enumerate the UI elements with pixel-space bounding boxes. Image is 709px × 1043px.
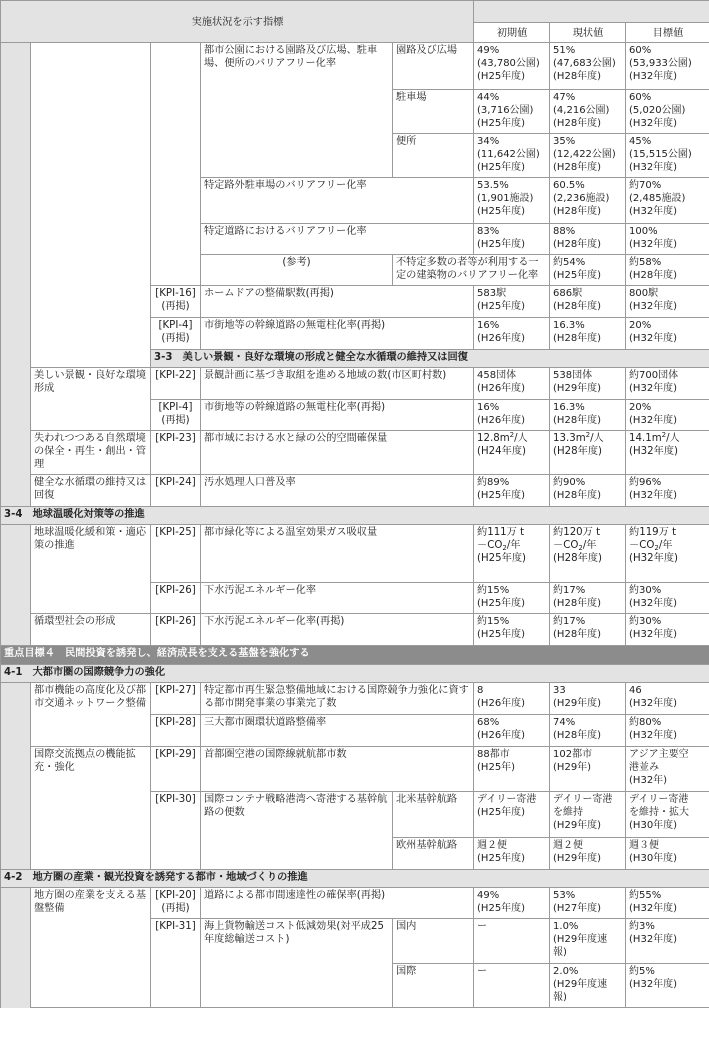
target-value: 約119万 t $-CO_2/$年 (H32年度) bbox=[626, 525, 709, 583]
target-value: 46 (H32年度) bbox=[626, 683, 709, 715]
section-strip bbox=[1, 683, 31, 870]
initial-value: 83% (H25年度) bbox=[474, 224, 550, 255]
initial-value: ー bbox=[474, 919, 550, 964]
group-recycling: 循環型社会の形成 bbox=[31, 614, 151, 646]
sub-park-toilet: 便所 bbox=[393, 134, 474, 178]
indicator-urban: 特定都市再生緊急整備地域における国際競争力強化に資する都市開発事業の事業完了数 bbox=[201, 683, 474, 715]
current-value: 33 (H29年度) bbox=[550, 683, 626, 715]
group-airport: 国際交流拠点の機能拡充・強化 bbox=[31, 747, 151, 870]
target-value: 約96% (H32年度) bbox=[626, 475, 709, 507]
kpi-code: [KPI-22] bbox=[151, 368, 201, 400]
current-value: 74% (H28年度) bbox=[550, 715, 626, 747]
indicator-platform-door: ホームドアの整備駅数(再掲) bbox=[201, 286, 474, 318]
group-urban: 都市機能の高度化及び都市交通ネットワーク整備 bbox=[31, 683, 151, 747]
target-value: 20% (H32年度) bbox=[626, 318, 709, 350]
table-row bbox=[1, 747, 709, 792]
kpi-cell-empty bbox=[151, 43, 201, 286]
current-value: 約17% (H28年度) bbox=[550, 614, 626, 646]
initial-value: 約111万 t $-CO_2/$年 (H25年度) bbox=[474, 525, 550, 583]
indicator-pole: 市街地等の幹線道路の無電柱化率(再掲) bbox=[201, 400, 474, 431]
current-value: 2.0% (H29年度速 報) bbox=[550, 964, 626, 1008]
group-regional: 地方圏の産業を支える基盤整備 bbox=[31, 888, 151, 1008]
initial-value: デイリー寄港 (H25年度) bbox=[474, 792, 550, 838]
section-strip bbox=[1, 888, 31, 1008]
initial-value: 44% (3,716公園) (H25年度) bbox=[474, 90, 550, 134]
sub-freight-international: 国際 bbox=[393, 964, 474, 1008]
current-value: 16.3% (H28年度) bbox=[550, 400, 626, 431]
group-ghg: 地球温暖化緩和策・適応策の推進 bbox=[31, 525, 151, 614]
header-current: 現状値 bbox=[550, 23, 626, 43]
group-cell-empty bbox=[31, 43, 151, 368]
current-value: 538団体 (H29年度) bbox=[550, 368, 626, 400]
current-value: 47% (4,216公園) (H28年度) bbox=[550, 90, 626, 134]
initial-value: 週２便 (H25年度) bbox=[474, 838, 550, 870]
current-value: 約120万 t $-CO_2/$年 (H28年度) bbox=[550, 525, 626, 583]
initial-value: 8 (H26年度) bbox=[474, 683, 550, 715]
section-strip bbox=[1, 43, 31, 368]
target-value: 約30% (H32年度) bbox=[626, 614, 709, 646]
kpi-code: [KPI-20] (再掲) bbox=[151, 888, 201, 919]
target-value: 800駅 (H32年度) bbox=[626, 286, 709, 318]
section-title-3-4: 3-4 地球温暖化対策等の推進 bbox=[1, 507, 709, 525]
indicator-ring: 三大都市圏環状道路整備率 bbox=[201, 715, 474, 747]
initial-value: 49% (43,780公園) (H25年度) bbox=[474, 43, 550, 90]
indicator-airport: 首都圏空港の国際線就航都市数 bbox=[201, 747, 474, 792]
indicator-ghg: 都市緑化等による温室効果ガス吸収量 bbox=[201, 525, 474, 583]
header-spacer bbox=[474, 1, 709, 23]
table-row bbox=[1, 525, 709, 583]
target-value: 約80% (H32年度) bbox=[626, 715, 709, 747]
table-row bbox=[1, 475, 709, 507]
current-value: 102都市 (H29年) bbox=[550, 747, 626, 792]
current-value: 60.5% (2,236施設) (H28年度) bbox=[550, 178, 626, 224]
header-row-1 bbox=[1, 1, 709, 23]
sub-container-na: 北米基幹航路 bbox=[393, 792, 474, 838]
kpi-code: [KPI-26] bbox=[151, 614, 201, 646]
table-row bbox=[1, 43, 709, 90]
kpi-code: [KPI-26] bbox=[151, 583, 201, 614]
table-row bbox=[1, 431, 709, 475]
kpi-code: [KPI-29] bbox=[151, 747, 201, 792]
current-value: 週２便 (H29年度) bbox=[550, 838, 626, 870]
initial-value: 16% (H26年度) bbox=[474, 318, 550, 350]
section-strip bbox=[1, 368, 31, 507]
target-value: 約70% (2,485施設) (H32年度) bbox=[626, 178, 709, 224]
kpi-code: [KPI-4] (再掲) bbox=[151, 400, 201, 431]
indicator-sewer: 汚水処理人口普及率 bbox=[201, 475, 474, 507]
initial-value: 583駅 (H25年度) bbox=[474, 286, 550, 318]
section-row bbox=[1, 665, 709, 683]
initial-value: 約15% (H25年度) bbox=[474, 614, 550, 646]
current-value: 686駅 (H28年度) bbox=[550, 286, 626, 318]
sub-park-parking: 駐車場 bbox=[393, 90, 474, 134]
current-value: 16.3% (H28年度) bbox=[550, 318, 626, 350]
current-value: 約90% (H28年度) bbox=[550, 475, 626, 507]
current-value: 53% (H27年度) bbox=[550, 888, 626, 919]
kpi-code: [KPI-16] (再掲) bbox=[151, 286, 201, 318]
initial-value: 約89% (H25年度) bbox=[474, 475, 550, 507]
target-value: 約5% (H32年度) bbox=[626, 964, 709, 1008]
indicator-building: 不特定多数の者等が利用する一定の建築物のバリアフリー化率 bbox=[393, 255, 550, 286]
section-row bbox=[1, 870, 709, 888]
current-value: 約17% (H28年度) bbox=[550, 583, 626, 614]
initial-value: 458団体 (H26年度) bbox=[474, 368, 550, 400]
indicator-sludge: 下水汚泥エネルギー化率(再掲) bbox=[201, 614, 474, 646]
section-title-4-1: 4-1 大都市圏の国際競争力の強化 bbox=[1, 665, 709, 683]
group-green: 失われつつある自然環境の保全・再生・創出・管理 bbox=[31, 431, 151, 475]
section-strip bbox=[1, 525, 31, 646]
indicator-landscape: 景観計画に基づき取組を進める地域の数(市区町村数) bbox=[201, 368, 474, 400]
initial-value: 68% (H26年度) bbox=[474, 715, 550, 747]
target-value: 約55% (H32年度) bbox=[626, 888, 709, 919]
kpi-code: [KPI-30] bbox=[151, 792, 201, 870]
kpi-code: [KPI-4] (再掲) bbox=[151, 318, 201, 350]
kpi-code: [KPI-24] bbox=[151, 475, 201, 507]
initial-value: 49% (H25年度) bbox=[474, 888, 550, 919]
section-row bbox=[1, 507, 709, 525]
sub-park-paths: 園路及び広場 bbox=[393, 43, 474, 90]
initial-value: 約15% (H25年度) bbox=[474, 583, 550, 614]
target-value: 100% (H32年度) bbox=[626, 224, 709, 255]
table-row bbox=[1, 683, 709, 715]
kpi-code: [KPI-31] bbox=[151, 919, 201, 1008]
initial-value: 53.5% (1,901施設) (H25年度) bbox=[474, 178, 550, 224]
current-value: デイリー寄港 を維持 (H29年度) bbox=[550, 792, 626, 838]
group-sewer: 健全な水循環の維持又は回復 bbox=[31, 475, 151, 507]
header-initial: 初期値 bbox=[474, 23, 550, 43]
current-value: 51% (47,683公園) (H28年度) bbox=[550, 43, 626, 90]
kpi-code: [KPI-23] bbox=[151, 431, 201, 475]
header-indicator: 実施状況を示す指標 bbox=[1, 1, 474, 43]
initial-value: 16% (H26年度) bbox=[474, 400, 550, 431]
group-landscape: 美しい景観・良好な環境形成 bbox=[31, 368, 151, 431]
kpi-code: [KPI-25] bbox=[151, 525, 201, 583]
kpi-code: [KPI-28] bbox=[151, 715, 201, 747]
current-value: 35% (12,422公園) (H28年度) bbox=[550, 134, 626, 178]
initial-value: 約54% (H25年度) bbox=[550, 255, 626, 286]
indicator-parking-lot: 特定路外駐車場のバリアフリー化率 bbox=[201, 178, 474, 224]
header-target: 目標値 bbox=[626, 23, 709, 43]
current-value: $13.3m^2/$人 (H28年度) bbox=[550, 431, 626, 475]
target-value: アジア主要空 港並み (H32年) bbox=[626, 747, 709, 792]
target-value: 60% (5,020公園) (H32年度) bbox=[626, 90, 709, 134]
initial-value: ー bbox=[474, 964, 550, 1008]
indicator-sludge: 下水汚泥エネルギー化率 bbox=[201, 583, 474, 614]
target-value: 45% (15,515公園) (H32年度) bbox=[626, 134, 709, 178]
table-row bbox=[1, 888, 709, 919]
indicator-container: 国際コンテナ戦略港湾へ寄港する基幹航路の便数 bbox=[201, 792, 393, 870]
indicator-green: 都市域における水と緑の公的空間確保量 bbox=[201, 431, 474, 475]
indicator-speed: 道路による都市間速達性の確保率(再掲) bbox=[201, 888, 474, 919]
table-row bbox=[1, 614, 709, 646]
current-value: 88% (H28年度) bbox=[550, 224, 626, 255]
target-value: 60% (53,933公園) (H32年度) bbox=[626, 43, 709, 90]
sub-freight-domestic: 国内 bbox=[393, 919, 474, 964]
indicator-pole: 市街地等の幹線道路の無電柱化率(再掲) bbox=[201, 318, 474, 350]
section-title-4-2: 4-2 地方圏の産業・観光投資を誘発する都市・地域づくりの推進 bbox=[1, 870, 709, 888]
kpi-code: [KPI-27] bbox=[151, 683, 201, 715]
indicator-freight: 海上貨物輸送コスト低減効果(対平成25年度総輸送コスト) bbox=[201, 919, 393, 1008]
table-row bbox=[1, 368, 709, 400]
goal-title-4: 重点目標４ 民間投資を誘発し、経済成長を支える基盤を強化する bbox=[1, 646, 709, 665]
target-value: デイリー寄港 を維持・拡大 (H30年度) bbox=[626, 792, 709, 838]
target-value: $14.1m^2/$人 (H32年度) bbox=[626, 431, 709, 475]
initial-value: 88都市 (H25年) bbox=[474, 747, 550, 792]
target-value: 約3% (H32年度) bbox=[626, 919, 709, 964]
goal-row bbox=[1, 646, 709, 665]
initial-value: 34% (11,642公園) (H25年度) bbox=[474, 134, 550, 178]
indicator-park-barrier: 都市公園における園路及び広場、駐車場、便所のバリアフリー化率 bbox=[201, 43, 393, 178]
target-value: 約30% (H32年度) bbox=[626, 583, 709, 614]
initial-value: $12.8m^2/$人 (H24年度) bbox=[474, 431, 550, 475]
target-value: 週３便 (H30年度) bbox=[626, 838, 709, 870]
target-value: 20% (H32年度) bbox=[626, 400, 709, 431]
kpi-code: (参考) bbox=[201, 255, 393, 286]
sub-container-eu: 欧州基幹航路 bbox=[393, 838, 474, 870]
current-value: 約58% (H28年度) bbox=[626, 255, 709, 286]
target-value: 約700団体 (H32年度) bbox=[626, 368, 709, 400]
current-value: 1.0% (H29年度速 報) bbox=[550, 919, 626, 964]
indicator-road: 特定道路におけるバリアフリー化率 bbox=[201, 224, 474, 255]
section-title-3-3: 3-3 美しい景観・良好な環境の形成と健全な水循環の維持又は回復 bbox=[151, 350, 709, 368]
